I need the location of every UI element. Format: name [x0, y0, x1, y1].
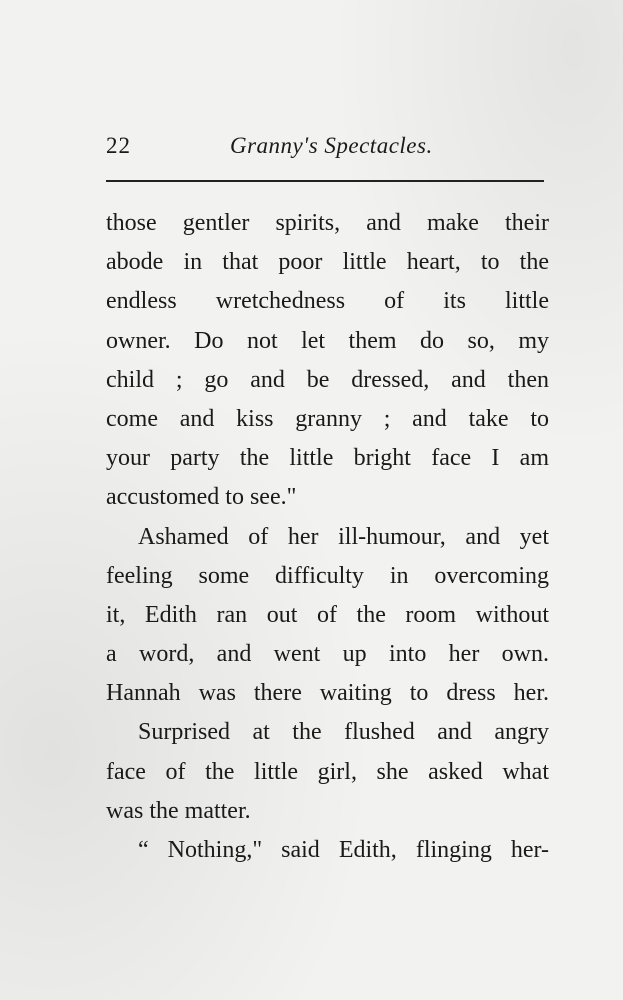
running-head: [106, 133, 547, 167]
running-title: Granny's Spectacles.: [230, 133, 433, 158]
text-line: “ Nothing," said Edith, flinging her-: [138, 837, 549, 863]
text-line: your party the little bright face I am: [106, 445, 549, 472]
header-rule: [106, 180, 544, 182]
text-line: come and kiss granny ; and take to: [106, 405, 549, 432]
text-line: feeling some difficulty in overcoming: [106, 562, 549, 589]
text-line: Hannah was there waiting to dress her.: [106, 680, 549, 707]
text-line: child ; go and be dressed, and then: [106, 366, 549, 393]
text-line: endless wretchedness of its little: [106, 288, 549, 315]
page-number: 22: [106, 133, 131, 158]
text-line: Surprised at the flushed and angry: [138, 719, 549, 746]
body-text: [106, 204, 549, 870]
text-line: abode in that poor little heart, to the: [106, 249, 549, 276]
text-line: accustomed to see.": [106, 484, 297, 511]
text-line: face of the little girl, she asked what: [106, 758, 549, 785]
text-line: it, Edith ran out of the room without: [106, 601, 549, 628]
text-line: was the matter.: [106, 797, 251, 824]
text-line: a word, and went up into her own.: [106, 641, 549, 668]
text-line: those gentler spirits, and make their: [106, 210, 549, 236]
text-line: Ashamed of her ill-humour, and yet: [138, 523, 549, 550]
text-line: owner. Do not let them do so, my: [106, 327, 549, 354]
